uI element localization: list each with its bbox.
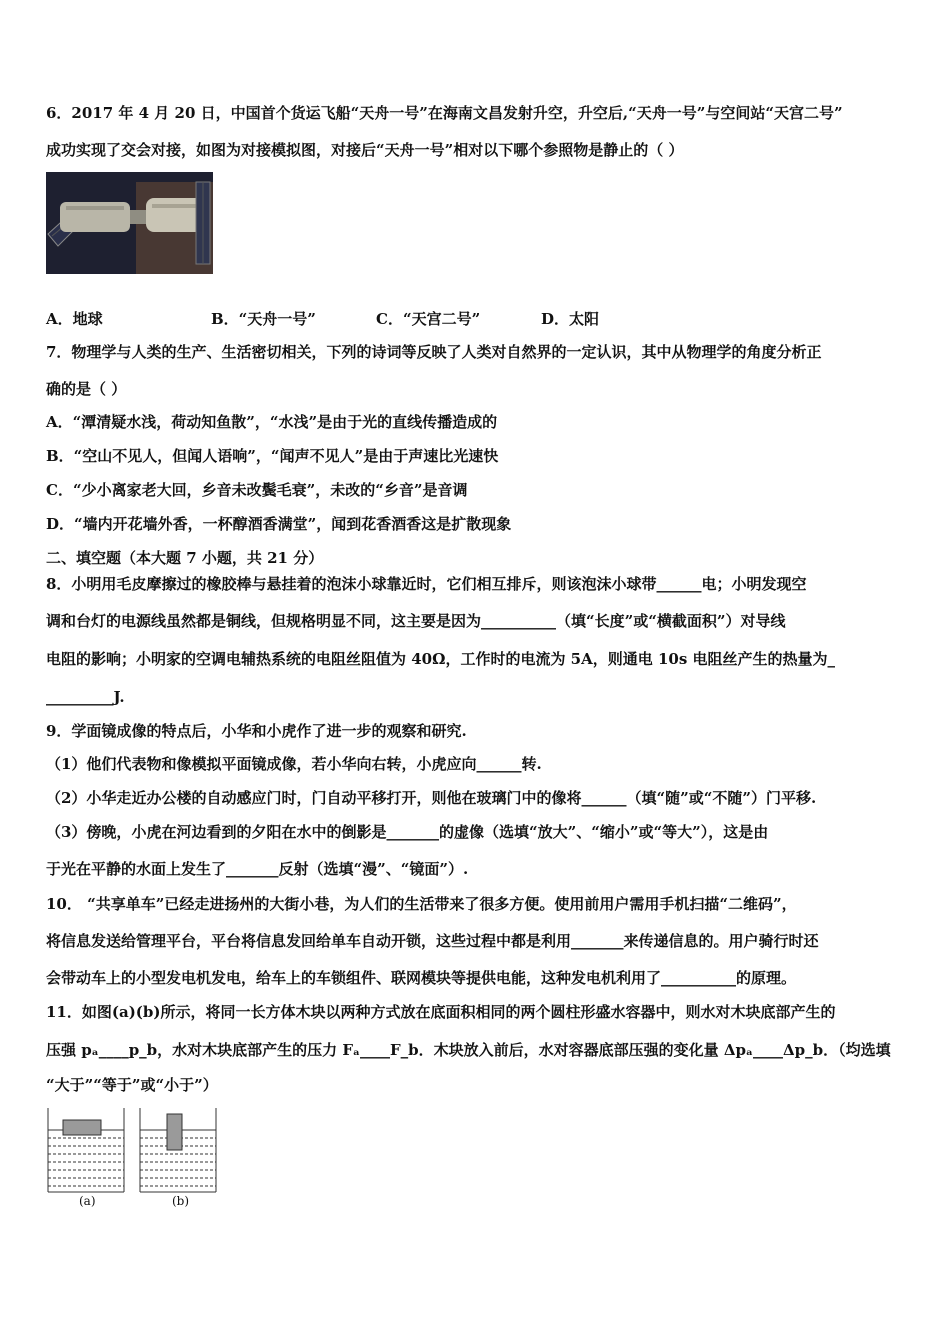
q8-line-1: 8．小明用毛皮摩擦过的橡胶棒与悬挂着的泡沫小球靠近时，它们相互排斥，则该泡沫小球带______电；小明发现空 [46,575,807,593]
figure-label-a: (a) [79,1194,96,1208]
q8-line-4: _________J. [46,688,125,706]
q7-option-c: C．“少小离家老大回，乡音未改鬓毛衰”，未改的“乡音”是音调 [46,481,468,499]
q11-line-1: 11．如图(a)(b)所示，将同一长方体木块以两种方式放在底面积相同的两个圆柱形盛水容器中，则水对木块底部产生的 [46,1003,836,1021]
q9-line-2: （1）他们代表物和像模拟平面镜成像，若小华向右转，小虎应向______转. [46,755,542,773]
q9-line-1: 9．学面镜成像的特点后，小华和小虎作了进一步的观察和研究. [46,722,467,740]
q9-line-4: （3）傍晚，小虎在河边看到的夕阳在水中的倒影是_______的虚像（选填“放大”、“缩小”或“等大”），这是由 [46,823,769,841]
q10-line-1: 10． “共享单车”已经走进扬州的大街小巷，为人们的生活带来了很多方便。使用前用户需用手机扫描“二维码”， [46,895,797,913]
q8-line-2: 调和台灯的电源线虽然都是铜线，但规格明显不同，这主要是因为__________（填“长度”或“横截面积”）对导线 [46,612,786,630]
container-b-figure [138,1108,218,1194]
docking-photo [46,172,213,274]
spacecraft-docking-image [46,172,213,274]
q7-option-d: D．“墙内开花墙外香，一杯醇酒香满堂”，闻到花香酒香这是扩散现象 [46,515,512,533]
q9-line-3: （2）小华走近办公楼的自动感应门时，门自动平移打开，则他在玻璃门中的像将______（填“随”或“不随”）门平移. [46,789,817,807]
figure-label-b: (b) [172,1194,190,1208]
q9-line-5: 于光在平静的水面上发生了_______反射（选填“漫”、“镜面”）. [46,860,469,878]
q7-option-a: A．“潭清疑水浅，荷动知鱼散”，“水浅”是由于光的直线传播造成的 [46,413,498,431]
q6-line-2: 成功实现了交会对接，如图为对接模拟图，对接后“天舟一号”相对以下哪个参照物是静止的（ ） [46,141,684,159]
q8-line-3: 电阻的影响；小明家的空调电辅热系统的电阻丝阻值为 40Ω，工作时的电流为 5A，则通电 10s 电阻丝产生的热量为_ [46,650,836,668]
q10-line-2: 将信息发送给管理平台，平台将信息发回给单车自动开锁，这些过程中都是利用_______来传递信息的。用户骑行时还 [46,932,819,950]
q7-line-1: 7．物理学与人类的生产、生活密切相关，下列的诗词等反映了人类对自然界的一定认识，其中从物理学的角度分析正 [46,343,822,361]
q11-line-2: 压强 pₐ____p_b，水对木块底部产生的压力 Fₐ____F_b．木块放入前后，水对容器底部压强的变化量 Δpₐ____Δp_b．（均选填 [46,1041,891,1059]
q7-line-2: 确的是（ ） [46,380,127,398]
q7-option-b: B．“空山不见人，但闻人语响”，“闻声不见人”是由于声速比光速快 [46,447,499,465]
q6-line-1: 6．2017 年 4 月 20 日，中国首个货运飞船“天舟一号”在海南文昌发射升空，升空后,“天舟一号”与空间站“天宫二号” [46,104,843,122]
q6-option-d: D．太阳 [541,310,600,328]
container-a-figure [46,1108,126,1194]
section-heading: 二、填空题（本大题 7 小题，共 21 分） [46,549,324,567]
q10-line-3: 会带动车上的小型发电机发电，给车上的车锁组件、联网模块等提供电能，这种发电机利用了__________的原理。 [46,969,797,987]
q11-line-3: “大于”“等于”或“小于”） [46,1076,218,1094]
q6-option-c: C．“天宫二号” [376,310,481,328]
q6-option-b: B．“天舟一号” [211,310,316,328]
q6-option-a: A．地球 [46,310,103,328]
